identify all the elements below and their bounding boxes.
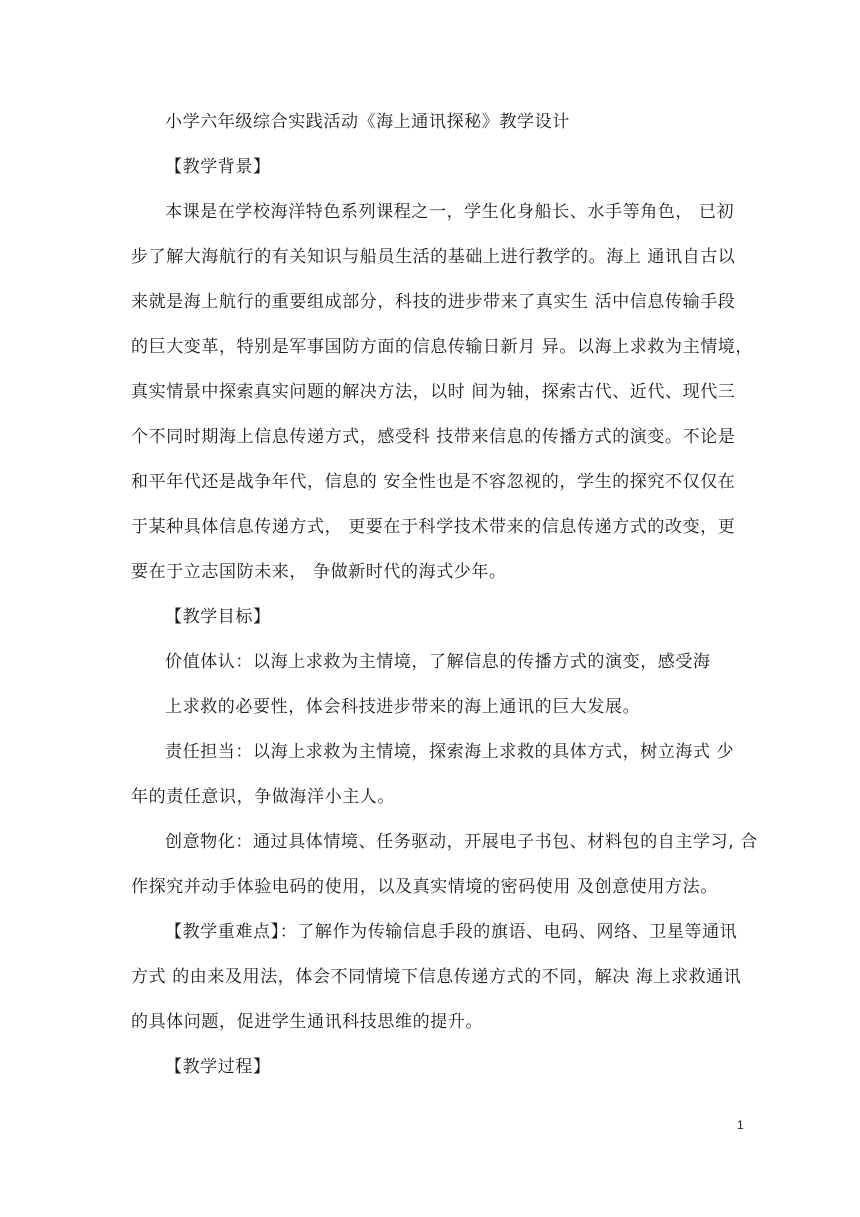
paragraph-line: 和平年代还是战争年代，信息的 安全性也是不容忽视的，学生的探究不仅仅在 <box>131 472 736 492</box>
paragraph-line: 创意物化：通过具体情境、任务驱动，开展电子书包、材料包的自主学习, 合 <box>165 832 758 852</box>
paragraph-line: 真实情景中探索真实问题的解决方法，以时 间为轴，探索古代、近代、现代三 <box>131 382 736 402</box>
paragraph-line: 于某种具体信息传递方式， 更要在于科学技术带来的信息传递方式的改变，更 <box>131 517 736 537</box>
key-points-line: 【教学重难点】：了解作为传输信息手段的旗语、电码、网络、卫星等通讯 <box>165 922 738 942</box>
paragraph-line: 本课是在学校海洋特色系列课程之一，学生化身船长、水手等角色， 已初 <box>165 202 735 222</box>
key-points-line: 的具体问题，促进学生通讯科技思维的提升。 <box>131 1012 483 1032</box>
section-heading-goals: 【教学目标】 <box>165 607 271 627</box>
section-heading-process: 【教学过程】 <box>165 1057 271 1077</box>
document-title: 小学六年级综合实践活动《海上通讯探秘》教学设计 <box>165 112 570 132</box>
key-points-line: 方式 的由来及用法，体会不同情境下信息传递方式的不同，解决 海上求救通讯 <box>131 967 742 987</box>
paragraph-line: 责任担当：以海上求救为主情境，探索海上求救的具体方式，树立海式 少 <box>165 742 735 762</box>
paragraph-line: 作探究并动手体验电码的使用，以及真实情境的密码使用 及创意使用方法。 <box>131 877 718 897</box>
paragraph-line: 个不同时期海上信息传递方式，感受科 技带来信息的传播方式的演变。不论是 <box>131 427 736 447</box>
page-number: 1 <box>737 1118 744 1132</box>
paragraph-line: 年的责任意识，争做海洋小主人。 <box>131 787 395 807</box>
section-heading-background: 【教学背景】 <box>165 157 271 177</box>
paragraph-line: 的巨大变革，特别是军事国防方面的信息传输日新月 异。以海上求救为主情境， <box>131 337 754 357</box>
paragraph-line: 来就是海上航行的重要组成部分，科技的进步带来了真实生 活中信息传输手段 <box>131 292 736 312</box>
paragraph-line: 要在于立志国防未来， 争做新时代的海式少年。 <box>131 562 507 582</box>
paragraph-line: 步了解大海航行的有关知识与船员生活的基础上进行教学的。海上 通讯自古以 <box>131 247 736 267</box>
paragraph-line: 上求救的必要性，体会科技进步带来的海上通讯的巨大发展。 <box>165 697 641 717</box>
paragraph-line: 价值体认：以海上求救为主情境，了解信息的传播方式的演变，感受海 <box>165 652 711 672</box>
